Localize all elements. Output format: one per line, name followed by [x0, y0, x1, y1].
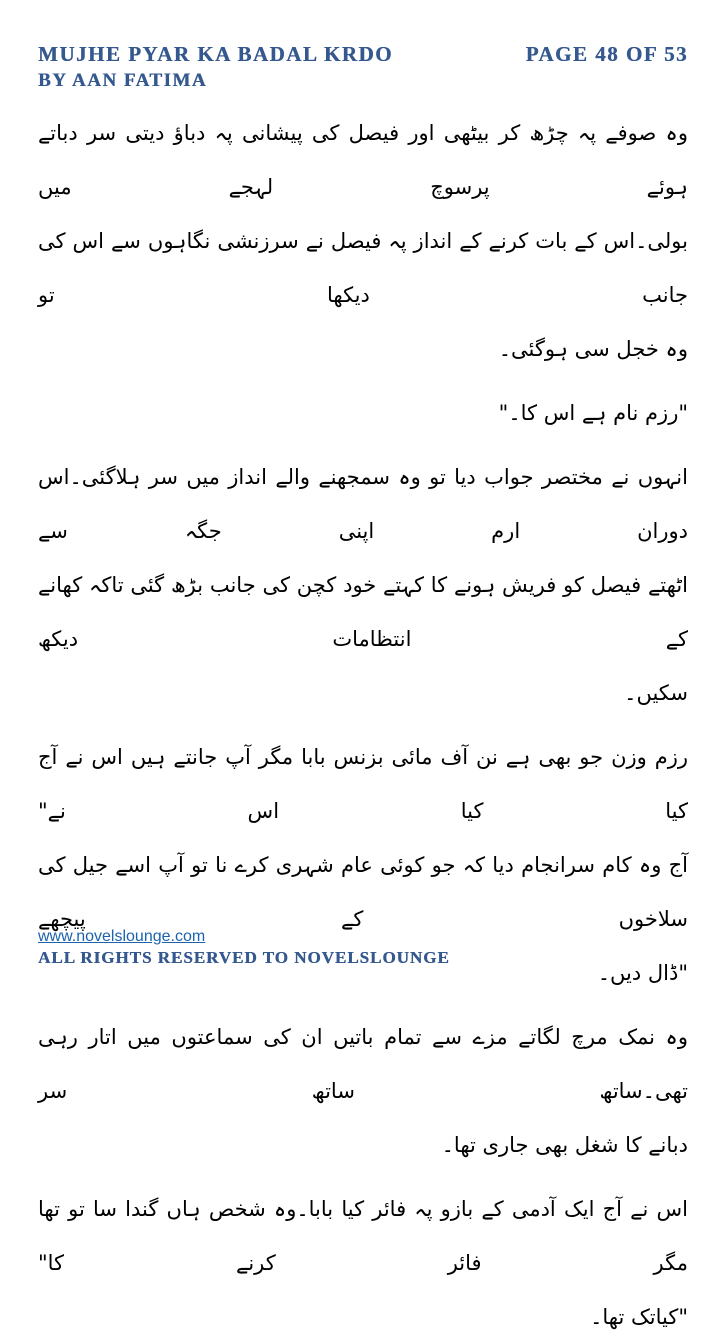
paragraph: [38, 1010, 688, 1172]
text-line: انہوں نے مختصر جواب دیا تو وہ سمجھنے والے انداز میں سر ہلاگئی۔اس دوران ارم اپنی جگہ سے: [38, 465, 688, 543]
text-line: "رزم نام ہے اس کا۔": [498, 401, 688, 425]
novel-title: MUJHE PYAR KA BADAL KRDO: [38, 42, 393, 66]
website-link[interactable]: www.novelslounge.com: [38, 928, 206, 945]
page-footer: [38, 928, 450, 968]
text-line: سکیں۔: [624, 681, 688, 705]
text-line: اس نے آج ایک آدمی کے بازو پہ فائر کیا بابا۔وہ شخص ہاں گندا سا تو تھا مگر فائر کرنے کا": [38, 1197, 688, 1275]
copyright-notice: ALL RIGHTS RESERVED TO NOVELSLOUNGE: [38, 948, 450, 967]
text-line: "کیاتک تھا۔: [590, 1305, 688, 1329]
text-line: وہ نمک مرچ لگاتے مزے سے تمام باتیں ان کی سماعتوں میں اتار رہی تھی۔ساتھ ساتھ سر: [38, 1025, 688, 1103]
text-line: آج وہ کام سرانجام دیا کہ جو کوئی عام شہری کرے نا تو آپ اسے جیل کی سلاخوں کے پیچھے: [38, 853, 688, 931]
text-line: دبانے کا شغل بھی جاری تھا۔: [441, 1133, 688, 1157]
text-line: اٹھتے فیصل کو فریش ہونے کا کہتے خود کچن کی جانب بڑھ گئی تاکہ کھانے کے انتظامات دیکھ: [38, 573, 688, 651]
text-line: بولی۔اس کے بات کرنے کے انداز پہ فیصل نے سرزنشی نگاہوں سے اس کی جانب دیکھا تو: [38, 229, 688, 307]
story-text: [38, 106, 688, 1344]
text-line: وہ خجل سی ہوگئی۔: [498, 337, 688, 361]
paragraph: [38, 450, 688, 720]
paragraph: [38, 1182, 688, 1344]
paragraph: [38, 106, 688, 376]
author-byline: BY AAN FATIMA: [38, 70, 208, 91]
paragraph: [38, 386, 688, 440]
text-line: رزم وزن جو بھی ہے نن آف مائی بزنس بابا مگر آپ جانتے ہیں اس نے آج کیا کیا اس نے": [38, 745, 688, 823]
page-header: [38, 42, 688, 92]
page-indicator: PAGE 48 OF 53: [525, 42, 688, 66]
text-line: وہ صوفے پہ چڑھ کر بیٹھی اور فیصل کی پیشانی پہ دباؤ دیتی سر دباتے ہوئے پرسوچ لہجے میں: [38, 121, 688, 199]
text-line: "ڈال دیں۔: [597, 961, 688, 985]
